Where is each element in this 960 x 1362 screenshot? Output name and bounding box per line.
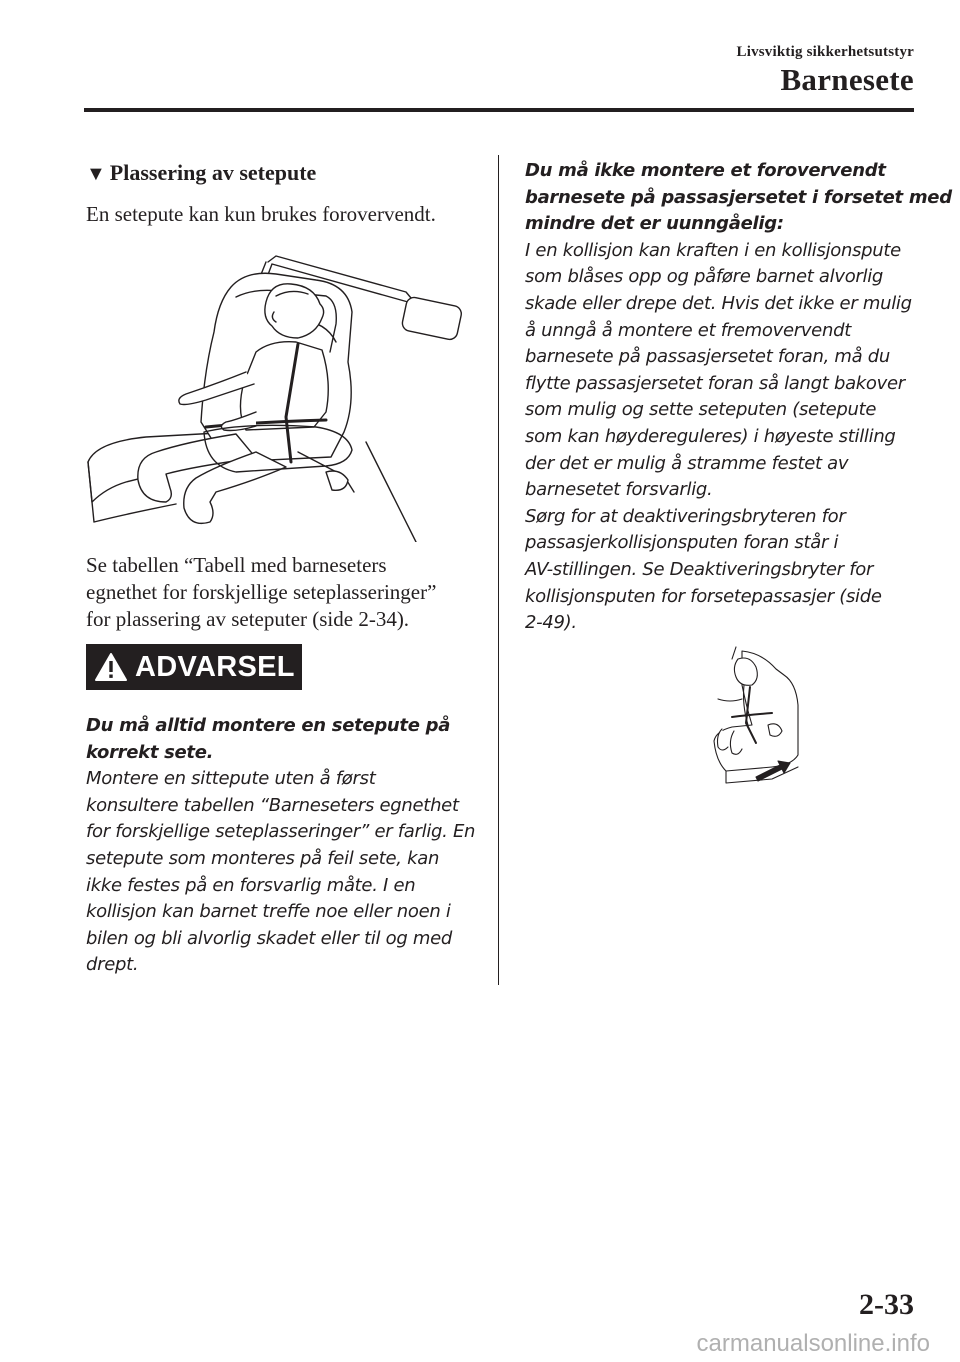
warning-body-line: AV-stillingen. Se Deaktiveringsbryter for	[525, 558, 874, 580]
chapter-label: Livsviktig sikkerhetsutstyr	[736, 44, 914, 60]
warning-label: ADVARSEL	[135, 650, 295, 683]
left-warning-text	[86, 713, 482, 979]
intro-text: En setepute kan kun brukes forovervendt.	[86, 202, 436, 226]
triangle-marker-icon: ▼	[86, 163, 106, 185]
reference-line: Se tabellen “Tabell med barneseters	[86, 553, 387, 577]
warning-body-line: skade eller drepe det. Hvis det ikke er mulig	[525, 292, 912, 314]
warning-body-line: I en kollisjon kan kraften i en kollisjonspute	[525, 239, 901, 261]
column-divider	[498, 155, 499, 985]
warning-body-line: setepute som monteres på feil sete, kan	[86, 847, 440, 869]
warning-body-line: 2-49).	[525, 612, 577, 634]
warning-body-line: for forskjellige seteplasseringer” er farlig. En	[86, 821, 476, 843]
reference-line: egnethet for forskjellige seteplasseringer”	[86, 580, 437, 604]
right-warning-text	[525, 158, 952, 637]
warning-body-line: kollisjonsputen for forsetepassasjer (side	[525, 585, 882, 607]
warning-body-line: barnesetet forsvarlig.	[525, 479, 713, 501]
watermark: carmanualsonline.info	[696, 1330, 930, 1357]
warning-body-line: kollisjon kan barnet treffe noe eller noen i	[86, 901, 451, 923]
reference-paragraph	[86, 552, 486, 633]
child-booster-seat-illustration	[86, 252, 474, 542]
warning-body-line: å unngå å montere et fremovervendt	[525, 319, 851, 341]
warning-body-line: drept.	[86, 954, 139, 976]
warning-body-line: som kan høydereguleres) i høyeste stilling	[525, 425, 896, 447]
warning-bold-line: korrekt sete.	[86, 741, 214, 763]
warning-bold-line: mindre det er uunngåelig:	[525, 213, 784, 235]
page-number: 2-33	[859, 1288, 914, 1321]
warning-body-line: som blåses opp og påføre barnet alvorlig	[525, 266, 884, 288]
warning-body-line: Sørg for at deaktiveringsbryteren for	[525, 505, 846, 527]
booster-seat-small-illustration	[712, 645, 804, 791]
warning-body-line: som mulig og sette seteputen (setepute	[525, 399, 877, 421]
warning-bold-line: Du må alltid montere en setepute på	[86, 715, 451, 736]
warning-body-line: passasjerkollisjonsputen foran står i	[525, 532, 839, 554]
warning-body-line: flytte passasjersetet foran så langt bakover	[525, 372, 905, 394]
warning-body-line: konsultere tabellen “Barneseters egnethet	[86, 794, 459, 816]
warning-body-line: ikke festes på en forsvarlig måte. I en	[86, 874, 416, 896]
section-heading-text: Plassering av setepute	[109, 160, 317, 185]
header-rule	[84, 108, 914, 112]
warning-body-line: barnesete på passasjersetet foran, må du	[525, 346, 891, 368]
reference-line: for plassering av seteputer (side 2-34).	[86, 607, 410, 631]
section-heading	[86, 160, 316, 186]
warning-triangle-icon	[94, 652, 128, 682]
warning-body-line: bilen og bli alvorlig skadet eller til og med	[86, 927, 453, 949]
page-title: Barnesete	[780, 62, 914, 97]
warning-badge	[86, 644, 302, 690]
warning-body-line: der det er mulig å stramme festet av	[525, 452, 849, 474]
warning-bold-line: Du må ikke montere et forovervendt	[525, 160, 886, 181]
warning-bold-line: barnesete på passasjersetet i forsetet med	[525, 186, 952, 208]
warning-body-line: Montere en sittepute uten å først	[86, 768, 376, 790]
